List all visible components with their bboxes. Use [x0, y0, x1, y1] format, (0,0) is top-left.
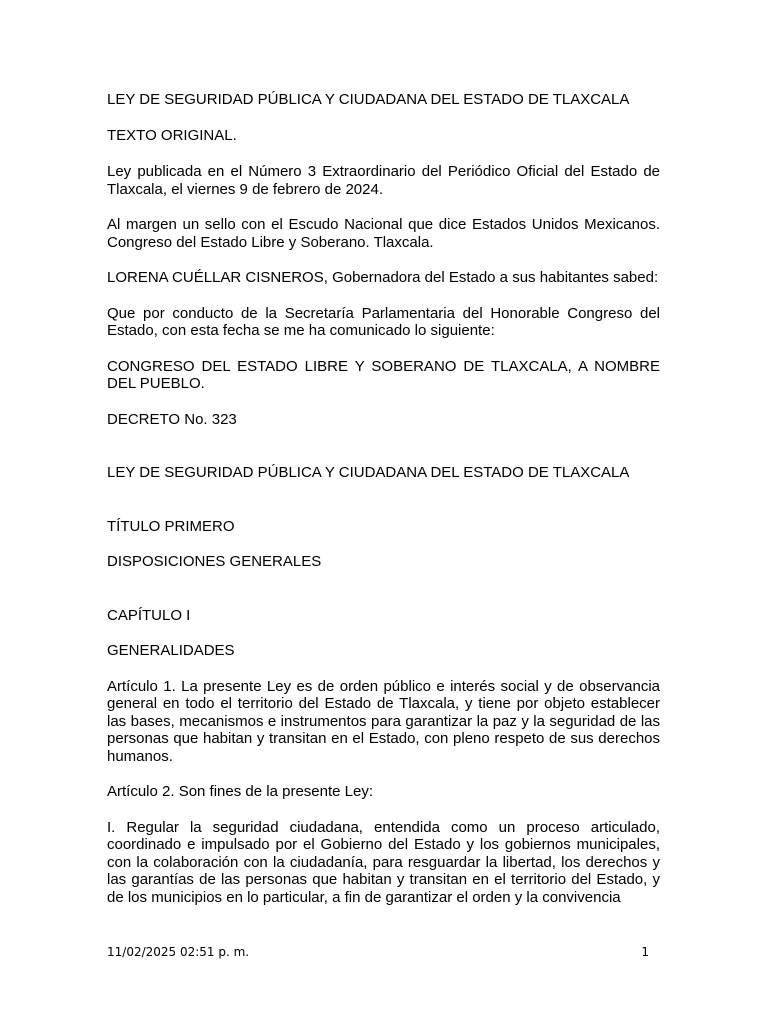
governor-paragraph: LORENA CUÉLLAR CISNEROS, Gobernadora del Estado a sus habitantes sabed: — [107, 269, 659, 286]
document-title: LEY DE SEGURIDAD PÚBLICA Y CIUDADANA DEL ESTADO DE TLAXCALA — [107, 91, 630, 108]
title-name: DISPOSICIONES GENERALES — [107, 553, 322, 570]
publication-paragraph: Ley publicada en el Número 3 Extraordinario del Periódico Oficial del Estado de Tlaxcala, el viernes 9 de febrero de 2024. — [107, 163, 660, 198]
article-2: Artículo 2. Son fines de la presente Ley: — [107, 783, 373, 800]
secretariat-paragraph: Que por conducto de la Secretaría Parlamentaria del Honorable Congreso del Estado, con esta fecha se me ha comunicado lo siguiente: — [107, 304, 660, 339]
chapter-name: GENERALIDADES — [107, 642, 235, 659]
congress-paragraph: CONGRESO DEL ESTADO LIBRE Y SOBERANO DE TLAXCALA, A NOMBRE DEL PUEBLO. — [107, 357, 660, 392]
seal-paragraph: Al margen un sello con el Escudo Nacional que dice Estados Unidos Mexicanos. Congreso del Estado Libre y Soberano. Tlaxcala. — [107, 216, 660, 251]
title-heading: TÍTULO PRIMERO — [107, 517, 235, 535]
fraction-i: I. Regular la seguridad ciudadana, entendida como un proceso articulado, coordinado e impulsado por el Gobierno del Estado y los gobiernos municipales, con la colaboración con la ciudadanía, para resguardar la libertad, los derechos y las garantías de las personas que habitan y transitan en el territorio del Estado, y de los municipios en lo particular, a fin de garantizar el orden y la convivencia — [107, 818, 660, 906]
article-1: Artículo 1. La presente Ley es de orden público e interés social y de observancia general en todo el territorio del Estado de Tlaxcala, y tiene por objeto establecer las bases, mecanismos e instrumentos para garantizar la paz y la seguridad de las personas que habitan y transitan en el Estado, con pleno respeto de sus derechos humanos. — [107, 677, 660, 765]
document-body — [107, 91, 660, 906]
decree-number: DECRETO No. 323 — [107, 410, 237, 428]
chapter-heading: CAPÍTULO I — [107, 606, 191, 624]
law-title: LEY DE SEGURIDAD PÚBLICA Y CIUDADANA DEL ESTADO DE TLAXCALA — [107, 464, 630, 481]
footer-datetime: 11/02/2025 02:51 p. m. — [107, 945, 250, 959]
texto-original-label: TEXTO ORIGINAL. — [107, 126, 237, 144]
page-number: 1 — [641, 945, 649, 959]
